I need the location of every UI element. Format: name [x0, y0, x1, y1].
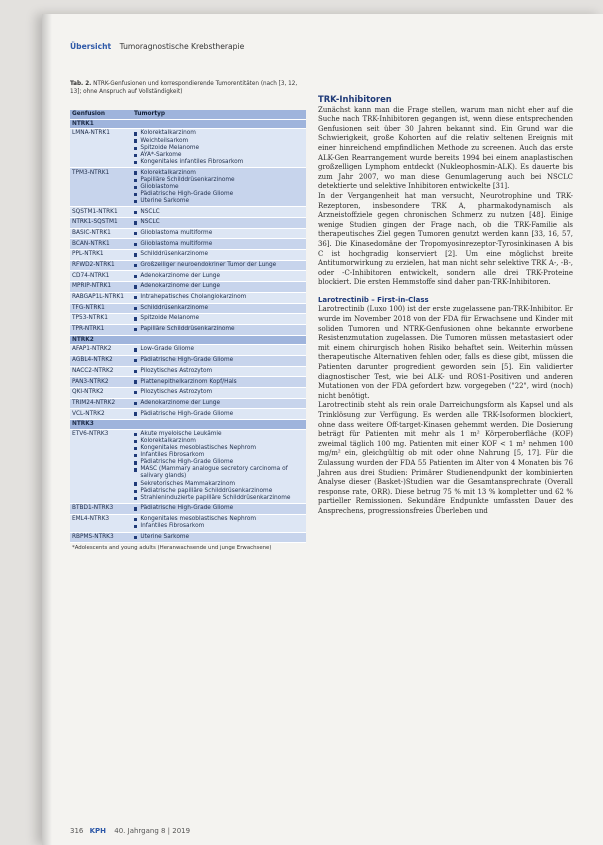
table-row [70, 377, 306, 388]
bullet-square-icon [134, 139, 137, 142]
tumor-item [134, 191, 304, 198]
tumor-name: Großzelliger neuroendokriner Tumor der Lunge [140, 262, 277, 269]
tumor-name: Schilddrüsenkarzinome [140, 251, 209, 258]
tumor-item [134, 495, 304, 502]
bullet-square-icon [134, 380, 137, 383]
tumor-list [132, 218, 306, 228]
table-row [70, 367, 306, 378]
tumor-item [134, 251, 304, 258]
tumor-item [134, 159, 304, 166]
fusion-name: TFG-NTRK1 [72, 304, 105, 311]
fusion-name: TP53-NTRK1 [72, 315, 108, 322]
tumor-item [134, 209, 304, 216]
tumor-name: Adenokarzinome der Lunge [140, 399, 221, 406]
tumor-name: Uterine Sarkome [140, 197, 190, 204]
bullet-square-icon [134, 264, 137, 267]
bullet-square-icon [134, 525, 137, 528]
tumor-name: MASC (Mammary analogue secretory carcinoma of salivary glands) [140, 466, 288, 480]
bullet-square-icon [134, 536, 137, 539]
table-group-row [70, 420, 306, 430]
tumor-item [134, 389, 304, 396]
bullet-square-icon [134, 468, 137, 471]
tumor-item [134, 326, 304, 333]
table-row [70, 304, 306, 315]
table-row [70, 409, 306, 420]
tumor-name: Kongenitales infantiles Fibrosarkom [140, 158, 244, 165]
bullet-square-icon [134, 348, 137, 351]
fusion-name: AFAP1-NTRK2 [72, 346, 112, 353]
bullet-square-icon [134, 221, 137, 224]
fusion-name: RBPMS-NTRK3 [72, 533, 114, 540]
tumor-name: Pädiatrische papilläre Schilddrüsenkarzinome [140, 487, 273, 494]
tumor-item [134, 431, 304, 438]
tumor-item [134, 184, 304, 191]
tumor-item [134, 170, 304, 177]
fusion-name: TPR-NTRK1 [72, 326, 105, 333]
tumor-list [132, 239, 306, 249]
tumor-name: Infantiles Fibrosarkom [140, 523, 205, 530]
bullet-square-icon [134, 461, 137, 464]
tumor-item [134, 273, 304, 280]
tumor-item [134, 452, 304, 459]
table-row [70, 533, 306, 544]
tumor-list [132, 533, 306, 543]
fusion-name: VCL-NTRK2 [72, 410, 105, 417]
tumor-item [134, 357, 304, 364]
bullet-square-icon [134, 243, 137, 246]
tumor-name: Glioblastome [140, 183, 179, 190]
table-row [70, 282, 306, 293]
bullet-square-icon [134, 211, 137, 214]
bullet-square-icon [134, 370, 137, 373]
table-row [70, 261, 306, 272]
bullet-square-icon [134, 482, 137, 485]
column-header-tumor: Tumortyp [134, 111, 166, 118]
tumor-item [134, 219, 304, 226]
tumor-list [132, 388, 306, 398]
bullet-square-icon [134, 440, 137, 443]
article-heading: TRK-Inhibitoren [318, 94, 392, 104]
table-row [70, 325, 306, 336]
fusion-name: NACC2-NTRK2 [72, 367, 114, 374]
table-body [70, 120, 306, 544]
bullet-square-icon [134, 359, 137, 362]
tumor-list [132, 515, 306, 532]
fusion-name: CD74-NTRK1 [72, 272, 110, 279]
tumor-item [134, 230, 304, 237]
fusion-name: QKI-NTRK2 [72, 389, 104, 396]
bullet-square-icon [134, 391, 137, 394]
tumor-name: Papilläre Schilddrüsenkarzinome [140, 326, 235, 333]
bullet-square-icon [134, 179, 137, 182]
tumor-item [134, 400, 304, 407]
tumor-name: Low-Grade Gliome [140, 346, 195, 353]
tumor-name: Infantiles Fibrosarkom [140, 452, 205, 459]
fusion-name: TRIM24-NTRK2 [72, 399, 116, 406]
tumor-list [132, 430, 306, 504]
tumor-item [134, 488, 304, 495]
table-row [70, 314, 306, 325]
bullet-square-icon [134, 253, 137, 256]
table-row [70, 515, 306, 533]
journal-issue: 40. Jahrgang 8 | 2019 [114, 827, 191, 835]
article-paragraph: Zunächst kann man die Frage stellen, warum man nicht eher auf die Suche nach TRK-Inhibitoren gegangen ist, wenn diese entsprechenden Genfusionen seit über 30 Jahren bekannt sind. Ein Grund war die Schwierigkeit, große Kohorten auf die relativ seltenen Ereignis mit einer hinreichend empfindlichen Methode zu screenen. Auch das erste ALK-Gen Rearrangement wurde bereits 1994 bei einem anaplastischen großzelligen Lymphom entdeckt (Nukleophosmin-ALK). Es dauerte bis zum Jahr 2007, wo man diese Genumlagerung auch bei NSCLC detektierte und selektive Inhibitoren entwickelte [31]. [318, 105, 573, 191]
tumor-item [134, 305, 304, 312]
tumor-name: Strahleninduzierte papilläre Schilddrüsenkarzinome [140, 494, 291, 501]
tumor-name: Pilozytisches Astrozytom [140, 389, 213, 396]
tumor-list [132, 250, 306, 260]
tumor-item [134, 459, 304, 466]
fusion-name: BTBD1-NTRK3 [72, 505, 114, 512]
bullet-square-icon [134, 317, 137, 320]
tumor-list [132, 282, 306, 292]
bullet-square-icon [134, 275, 137, 278]
tumor-name: Adenokarzinome der Lunge [140, 272, 221, 279]
tumor-list [132, 271, 306, 281]
tumor-name: Pädiatrische High-Grade Gliome [140, 190, 234, 197]
tumor-item [134, 145, 304, 152]
tumor-name: NSCLC [140, 208, 160, 215]
table-footnote: *Adolescents and young adults (Heranwachsende und junge Erwachsene) [72, 545, 272, 552]
tumor-name: AYA*-Sarkome [140, 151, 182, 158]
fusion-name: BCAN-NTRK1 [72, 240, 110, 247]
bullet-square-icon [134, 296, 137, 299]
tumor-name: Kolorektalkarzinom [140, 437, 196, 444]
tumor-name: Adenokarzinome der Lunge [140, 283, 221, 290]
fusion-name: PAN3-NTRK2 [72, 378, 109, 385]
table-header-row [70, 110, 306, 120]
running-title: Tumoragnostische Krebstherapie [119, 42, 245, 51]
tumor-name: Pädiatrische High-Grade Gliome [140, 410, 234, 417]
tumor-item [134, 130, 304, 137]
tumor-list [132, 207, 306, 217]
fusion-name: AGBL4-NTRK2 [72, 357, 113, 364]
article-column [318, 95, 573, 517]
tumor-list [132, 367, 306, 377]
tumor-name: Intrahepatisches Cholangiokarzinom [140, 294, 247, 301]
bullet-square-icon [134, 328, 137, 331]
tumor-name: Glioblastoma multiforme [140, 240, 213, 247]
tumor-list [132, 168, 306, 206]
section-label: Übersicht [70, 42, 112, 51]
tumor-list [132, 261, 306, 271]
page-footer [70, 827, 190, 835]
article-paragraph: Larotrectinib (Luxo 100) ist der erste zugelassene pan-TRK-Inhibitor. Er wurde im November 2018 von der FDA für Erwachsene und Kinder mit soliden Tumoren und NTRK-Genfusionen ohne bekannte erworbene Resistenzmutation zugelassen. Die Tumoren müssen metastasiert oder mit einem chirurgisch hohen Risiko behaftet sein. Weiterhin müssen therapeutische Alternativen fehlen oder, falls es diese gibt, müssen die Patienten darunter progredient geworden sein [5]. Ein validierter diagnostischer Test, wie bei ALK- und ROS1-Positiven und anderen Mutationen von der FDA gefordert bzw. vorgegeben ("22", wird (noch) nicht benötigt. [318, 305, 573, 400]
tumor-item [134, 481, 304, 488]
bullet-square-icon [134, 154, 137, 157]
tumor-item [134, 445, 304, 452]
tumor-name: Papilläre Schilddrüsenkarzinome [140, 176, 235, 183]
page-number: 316 [70, 827, 84, 835]
gene-group-label: NTRK3 [72, 421, 94, 428]
gene-group-label: NTRK1 [72, 120, 94, 127]
table-row [70, 168, 306, 207]
tumor-item [134, 368, 304, 375]
tumor-item [134, 505, 304, 512]
fusion-name: RFWD2-NTRK1 [72, 262, 115, 269]
fusion-name: SQSTM1-NTRK1 [72, 208, 118, 215]
tumor-list [132, 377, 306, 387]
table-group-row [70, 120, 306, 130]
tumor-item [134, 198, 304, 205]
tumor-item [134, 315, 304, 322]
bullet-square-icon [134, 186, 137, 189]
table-row [70, 218, 306, 229]
tumor-item [134, 283, 304, 290]
table-row [70, 356, 306, 367]
tumor-item [134, 177, 304, 184]
bullet-square-icon [134, 402, 137, 405]
table-caption-label: Tab. 2. [70, 81, 92, 87]
journal-brand: KPH [89, 827, 107, 835]
tumor-list [132, 325, 306, 335]
fusion-table [70, 110, 306, 554]
article-paragraph: Larotrectinib steht als rein orale Darreichungsform als Kapsel und als Trinklösung zur Verfügung. Es werden alle TRK-Isoformen blockiert, ohne dass weitere Off-target-Kinasen gehemmt werden. Die Dosierung beträgt für Patienten mit mehr als 1 m² Körperoberfläche (KOF) zweimal täglich 100 mg. Patienten mit einer KOF < 1 m² nehmen 100 mg/m² ein, gleichgültig ob mit oder ohne Nahrung [5, 17]. Für die Zulassung wurden der FDA 55 Patienten im Alter von 4 Monaten bis 76 Jahren aus drei Studien: Primärer Studienendpunkt der kombinierten Analyse dieser (Basket-)Studien war die Gesamtansprechrate (Overall response rate, ORR). Diese betrug 75 % mit 13 % kompletter und 62 % partieller Remissionen. Sekundäre Endpunkte umfassten Dauer des Ansprechens, progressionsfreies Überleben und [318, 401, 573, 515]
article-subheading: Larotrectinib – First-in-Class [318, 295, 429, 304]
tumor-list [132, 409, 306, 419]
tumor-name: Kolorektalkarzinom [140, 169, 196, 176]
table-row [70, 430, 306, 505]
bullet-square-icon [134, 285, 137, 288]
fusion-name: EML4-NTRK3 [72, 516, 110, 523]
tumor-name: Pädiatrische High-Grade Gliome [140, 459, 234, 466]
bullet-square-icon [134, 447, 137, 450]
bullet-square-icon [134, 518, 137, 521]
tumor-name: Kolorektalkarzinom [140, 130, 196, 137]
bullet-square-icon [134, 507, 137, 510]
page-spine-shadow [42, 14, 52, 845]
bullet-square-icon [134, 161, 137, 164]
bullet-square-icon [134, 454, 137, 457]
tumor-list [132, 229, 306, 239]
tumor-name: Plattenepithelkarzinom Kopf/Hals [140, 378, 237, 385]
tumor-item [134, 294, 304, 301]
tumor-list [132, 314, 306, 324]
fusion-name: LMNA-NTRK1 [72, 130, 110, 137]
tumor-list [132, 304, 306, 314]
tumor-item [134, 138, 304, 145]
tumor-name: Spitzoide Melanome [140, 144, 200, 151]
table-row [70, 239, 306, 250]
table-row [70, 399, 306, 410]
tumor-list [132, 129, 306, 167]
table-caption-text: NTRK-Genfusionen und korrespondierende Tumorentitäten (nach [3, 12, 13]; ohne Anspruch auf Vollständigkeit) [70, 81, 298, 95]
tumor-name: Kongenitales mesoblastisches Nephrom [140, 516, 257, 523]
table-caption [70, 81, 305, 96]
table-row [70, 250, 306, 261]
table-row [70, 388, 306, 399]
tumor-item [134, 411, 304, 418]
tumor-name: Kongenitales mesoblastisches Nephrom [140, 445, 257, 452]
document-page [42, 14, 603, 845]
bullet-square-icon [134, 193, 137, 196]
bullet-square-icon [134, 497, 137, 500]
fusion-name: ETV6-NTRK3 [72, 430, 109, 437]
tumor-item [134, 523, 304, 530]
bullet-square-icon [134, 171, 137, 174]
bullet-square-icon [134, 433, 137, 436]
article-paragraph: In der Vergangenheit hat man versucht, Neurotrophine und TRK-Rezeptoren, insbesondere TRK A, pharmakodynamisch als Arzneistoffziele gegen chronischen Schmerz zu nutzen [48]. Einige wenige Studien gingen der Frage nach, ob die TRK-Familie als therapeutisches Ziel gegen Tumoren genutzt werden kann [33, 16, 57, 36]. Die Kinasedomäne der Tropomyosinrezeptor-Tyrosinkinasen A bis C ist hochgradig konserviert [2]. Um eine möglichst breite Antitumorwirkung zu erzielen, hat man nicht sehr selektive TRK A-, -B-, oder -C-Inhibitoren entwickelt, sondern alle drei TRK-Proteine blockiert. Die ersten Hemmstoffe sind daher pan-TRK-Inhibitoren. [318, 191, 573, 287]
tumor-item [134, 534, 304, 541]
tumor-name: Sekretorisches Mammakarzinom [140, 480, 236, 487]
bullet-square-icon [134, 307, 137, 310]
tumor-list [132, 399, 306, 409]
tumor-item [134, 379, 304, 386]
tumor-name: Pädiatrische High-Grade Gliome [140, 505, 234, 512]
column-header-fusion: Genfusion [72, 111, 106, 118]
table-row [70, 129, 306, 168]
fusion-name: NTRK1-SQSTM1 [72, 219, 118, 226]
bullet-square-icon [134, 132, 137, 135]
table-row [70, 229, 306, 240]
table-group-row [70, 336, 306, 346]
tumor-item [134, 241, 304, 248]
bullet-square-icon [134, 147, 137, 150]
tumor-item [134, 152, 304, 159]
tumor-name: Uterine Sarkome [140, 533, 190, 540]
tumor-list [132, 504, 306, 514]
bullet-square-icon [134, 490, 137, 493]
tumor-name: Pilozytisches Astrozytom [140, 367, 213, 374]
table-row [70, 207, 306, 218]
table-row [70, 345, 306, 356]
tumor-name: Akute myeloische Leukämie [140, 430, 222, 437]
tumor-item [134, 262, 304, 269]
tumor-list [132, 293, 306, 303]
tumor-item [134, 346, 304, 353]
fusion-name: TPM3-NTRK1 [72, 169, 110, 176]
tumor-list [132, 356, 306, 366]
fusion-name: RABGAP1L-NTRK1 [72, 294, 124, 301]
fusion-name: BASIC-NTRK1 [72, 229, 111, 236]
running-header [70, 42, 244, 51]
tumor-item [134, 466, 304, 480]
tumor-item [134, 516, 304, 523]
table-row [70, 271, 306, 282]
tumor-name: Pädiatrische High-Grade Gliome [140, 357, 234, 364]
fusion-name: PPL-NTRK1 [72, 251, 104, 258]
tumor-item [134, 438, 304, 445]
bullet-square-icon [134, 232, 137, 235]
gene-group-label: NTRK2 [72, 336, 94, 343]
tumor-list [132, 345, 306, 355]
bullet-square-icon [134, 412, 137, 415]
fusion-name: MPRIP-NTRK1 [72, 283, 112, 290]
bullet-square-icon [134, 200, 137, 203]
tumor-name: Spitzoide Melanome [140, 315, 200, 322]
tumor-name: Weichteilsarkom [140, 137, 189, 144]
tumor-name: NSCLC [140, 219, 160, 226]
table-row [70, 293, 306, 304]
tumor-name: Schilddrüsenkarzinome [140, 304, 209, 311]
table-row [70, 504, 306, 515]
tumor-name: Glioblastoma multiforme [140, 229, 213, 236]
